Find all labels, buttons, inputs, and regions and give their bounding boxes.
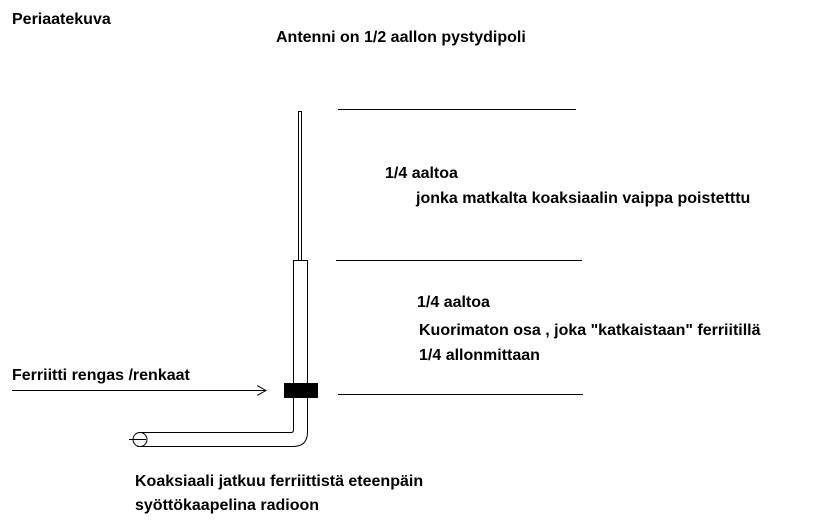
lower-description-label: Kuorimaton osa , joka "katkaistaan" ferriitillä xyxy=(419,322,761,339)
feed-cable-outer xyxy=(137,398,308,447)
heading-label: Periaatekuva xyxy=(12,11,111,28)
feed-line-label-2: syöttökaapelina radioon xyxy=(135,497,320,514)
ferrite-ring xyxy=(284,383,318,398)
title-label: Antenni on 1/2 aallon pystydipoli xyxy=(276,29,526,46)
inner-conductor xyxy=(299,112,302,261)
upper-description-label: jonka matkalta koaksiaalin vaippa poistetttu xyxy=(416,190,751,207)
lower-note-label: 1/4 allonmittaan xyxy=(419,347,540,364)
feed-line-label-1: Koaksiaali jatkuu ferriittistä eteenpäin xyxy=(135,473,424,490)
coax-shield-section xyxy=(294,261,308,385)
lower-length-label: 1/4 aaltoa xyxy=(417,294,490,311)
feed-cable-inner xyxy=(140,398,294,433)
ferrite-label: Ferriitti rengas /renkaat xyxy=(12,367,190,384)
upper-length-label: 1/4 aaltoa xyxy=(385,165,458,182)
